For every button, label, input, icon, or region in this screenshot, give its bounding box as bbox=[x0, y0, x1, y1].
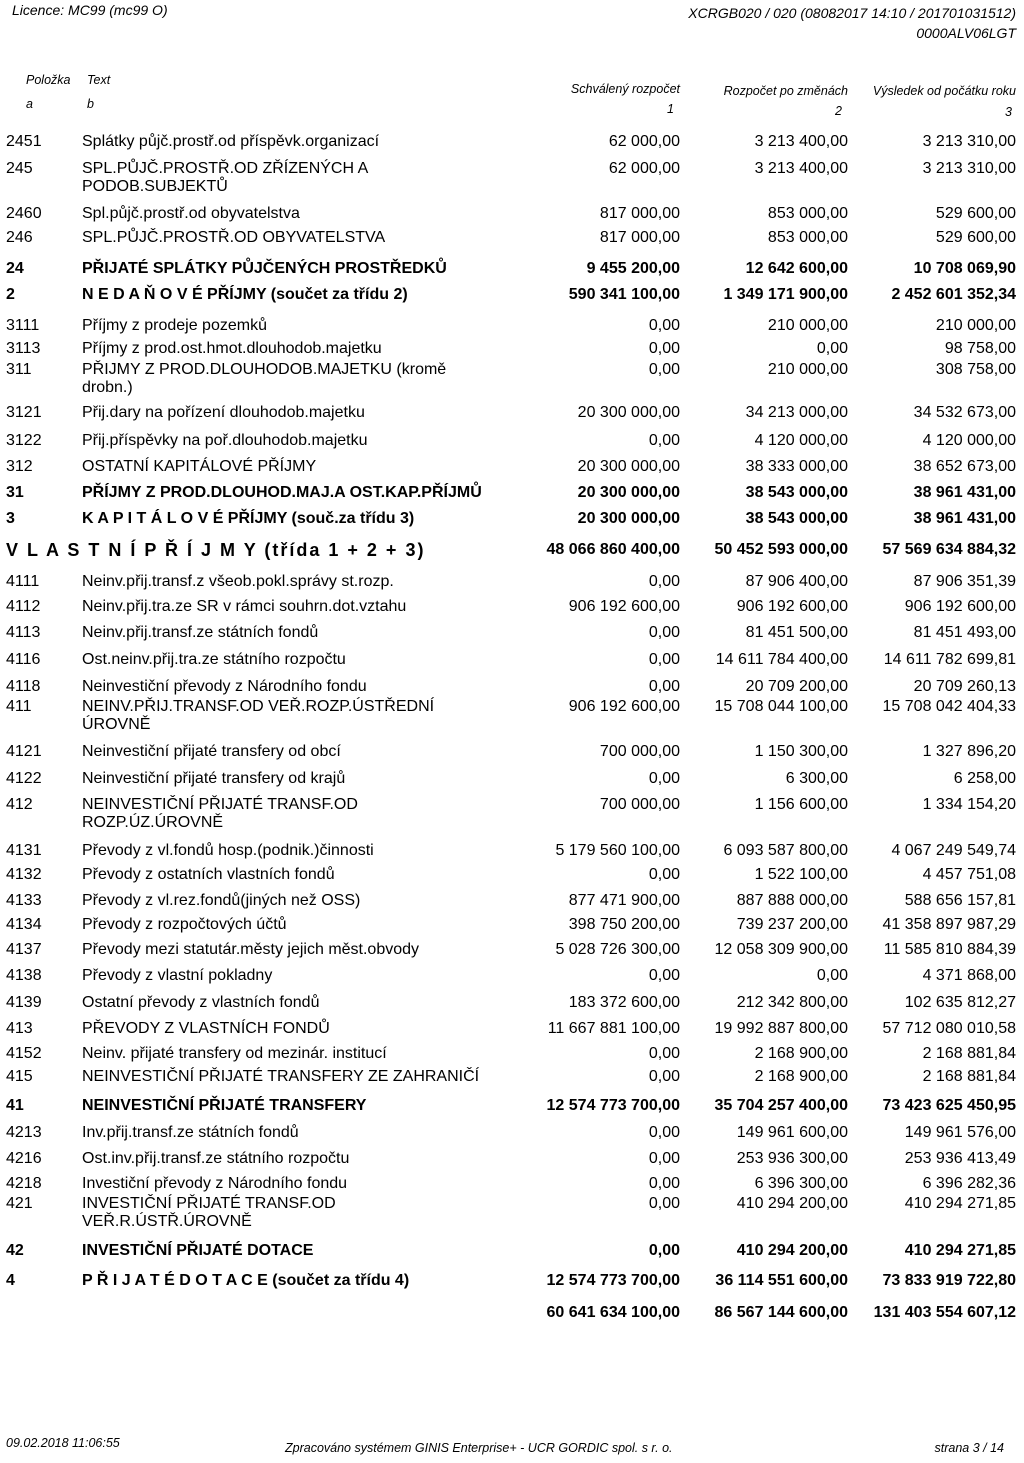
row-text: Převody z rozpočtových účtů bbox=[82, 916, 287, 933]
footer-system: Zpracováno systémem GINIS Enterprise+ - UCR GORDIC spol. s r. o. bbox=[285, 1441, 673, 1455]
row-code: 24 bbox=[6, 260, 24, 277]
row-code: 413 bbox=[6, 1020, 33, 1037]
row-code: 3122 bbox=[6, 432, 42, 449]
row-code: 3111 bbox=[6, 317, 40, 334]
col-header-text-sub: b bbox=[87, 97, 94, 111]
row-schvaleny: 906 192 600,00 bbox=[568, 698, 680, 715]
row-po-zmenach: 34 213 000,00 bbox=[745, 404, 848, 421]
col-header-polozka: Položka bbox=[26, 73, 71, 87]
row-schvaleny: 20 300 000,00 bbox=[577, 510, 680, 527]
row-code: V L A S T N Í P Ř Í J M Y (třída 1 + 2 + 3) bbox=[6, 540, 426, 560]
row-po-zmenach: 1 522 100,00 bbox=[754, 866, 848, 883]
row-code: 4132 bbox=[6, 866, 42, 883]
row-po-zmenach: 3 213 400,00 bbox=[754, 133, 848, 150]
row-schvaleny: 20 300 000,00 bbox=[577, 484, 680, 501]
row-text: INVESTIČNÍ PŘIJATÉ DOTACE bbox=[82, 1242, 314, 1259]
row-schvaleny: 906 192 600,00 bbox=[568, 598, 680, 615]
row-vysledek: 529 600,00 bbox=[935, 205, 1016, 222]
row-text: NEINVESTIČNÍ PŘIJATÉ TRANSFERY ZE ZAHRANIČÍ bbox=[82, 1068, 480, 1085]
col-header-vysledek-sub: 3 bbox=[1005, 105, 1012, 119]
row-text: Splátky půjč.prostř.od příspěvk.organizací bbox=[82, 133, 380, 150]
row-po-zmenach: 0,00 bbox=[816, 340, 848, 357]
row-po-zmenach: 12 642 600,00 bbox=[745, 260, 848, 277]
row-schvaleny: 5 028 726 300,00 bbox=[555, 941, 680, 958]
row-po-zmenach: 906 192 600,00 bbox=[736, 598, 848, 615]
row-po-zmenach: 50 452 593 000,00 bbox=[714, 541, 848, 558]
row-vysledek: 34 532 673,00 bbox=[913, 404, 1016, 421]
row-schvaleny: 20 300 000,00 bbox=[577, 404, 680, 421]
row-po-zmenach: 20 709 200,00 bbox=[745, 678, 848, 695]
row-po-zmenach: 81 451 500,00 bbox=[745, 624, 848, 641]
row-schvaleny: 0,00 bbox=[648, 1045, 680, 1062]
row-vysledek: 131 403 554 607,12 bbox=[873, 1304, 1016, 1321]
row-vysledek: 410 294 271,85 bbox=[904, 1242, 1016, 1259]
row-vysledek: 529 600,00 bbox=[935, 229, 1016, 246]
row-po-zmenach: 1 150 300,00 bbox=[754, 743, 848, 760]
row-schvaleny: 590 341 100,00 bbox=[568, 286, 680, 303]
row-vysledek: 14 611 782 699,81 bbox=[883, 651, 1016, 668]
row-po-zmenach: 887 888 000,00 bbox=[736, 892, 848, 909]
row-code: 4152 bbox=[6, 1045, 42, 1062]
row-code: 4113 bbox=[6, 624, 41, 641]
row-text: Převody z vl.fondů hosp.(podnik.)činnosti bbox=[82, 842, 374, 859]
row-text: SPL.PŮJČ.PROSTŘ.OD OBYVATELSTVA bbox=[82, 229, 386, 246]
row-schvaleny: 0,00 bbox=[648, 1150, 680, 1167]
row-vysledek: 38 961 431,00 bbox=[913, 510, 1016, 527]
row-po-zmenach: 1 349 171 900,00 bbox=[723, 286, 848, 303]
row-code: 415 bbox=[6, 1068, 33, 1085]
row-schvaleny: 9 455 200,00 bbox=[586, 260, 680, 277]
row-po-zmenach: 35 704 257 400,00 bbox=[714, 1097, 848, 1114]
row-vysledek: 2 168 881,84 bbox=[922, 1045, 1016, 1062]
row-po-zmenach: 86 567 144 600,00 bbox=[714, 1304, 848, 1321]
row-vysledek: 10 708 069,90 bbox=[913, 260, 1016, 277]
row-vysledek: 410 294 271,85 bbox=[904, 1195, 1016, 1212]
row-po-zmenach: 38 543 000,00 bbox=[745, 484, 848, 501]
row-schvaleny: 0,00 bbox=[648, 967, 680, 984]
row-vysledek: 906 192 600,00 bbox=[904, 598, 1016, 615]
row-code: 31 bbox=[6, 484, 24, 501]
row-code: 4 bbox=[6, 1272, 15, 1289]
row-text: Neinv.přij.tra.ze SR v rámci souhrn.dot.vztahu bbox=[82, 598, 407, 615]
row-vysledek: 20 709 260,13 bbox=[913, 678, 1016, 695]
row-vysledek: 2 168 881,84 bbox=[922, 1068, 1016, 1085]
report-id: XCRGB020 / 020 (08082017 14:10 / 201701031512) bbox=[688, 5, 1016, 21]
col-header-schvaleny-sub: 1 bbox=[667, 102, 674, 116]
row-po-zmenach: 6 093 587 800,00 bbox=[723, 842, 848, 859]
row-text: Neinvestiční přijaté transfery od obcí bbox=[82, 743, 341, 760]
row-vysledek: 73 423 625 450,95 bbox=[882, 1097, 1016, 1114]
col-header-po-zmenach-sub: 2 bbox=[835, 104, 842, 118]
row-vysledek: 6 258,00 bbox=[953, 770, 1016, 787]
row-text: Převody z vlastní pokladny bbox=[82, 967, 273, 984]
row-po-zmenach: 853 000,00 bbox=[767, 229, 848, 246]
row-po-zmenach: 739 237 200,00 bbox=[736, 916, 848, 933]
col-header-vysledek: Výsledek od počátku roku bbox=[872, 84, 1016, 98]
row-schvaleny: 0,00 bbox=[648, 1068, 680, 1085]
row-schvaleny: 0,00 bbox=[648, 1242, 680, 1259]
row-code: 4131 bbox=[6, 842, 42, 859]
row-text: Neinvestiční převody z Národního fondu bbox=[82, 678, 367, 695]
row-po-zmenach: 410 294 200,00 bbox=[736, 1242, 848, 1259]
row-schvaleny: 11 667 881 100,00 bbox=[547, 1020, 680, 1037]
row-code: 4216 bbox=[6, 1150, 42, 1167]
row-schvaleny: 0,00 bbox=[648, 432, 680, 449]
row-text: Inv.přij.transf.ze státních fondů bbox=[82, 1124, 299, 1141]
row-schvaleny: 0,00 bbox=[648, 624, 680, 641]
row-code: 3 bbox=[6, 510, 15, 527]
row-vysledek: 57 569 634 884,32 bbox=[882, 541, 1016, 558]
row-text: Příjmy z prod.ost.hmot.dlouhodob.majetku bbox=[82, 340, 382, 357]
row-schvaleny: 48 066 860 400,00 bbox=[546, 541, 680, 558]
col-header-po-zmenach: Rozpočet po změnách bbox=[723, 84, 848, 98]
row-schvaleny: 0,00 bbox=[648, 1175, 680, 1192]
row-vysledek: 38 961 431,00 bbox=[913, 484, 1016, 501]
row-code: 3121 bbox=[6, 404, 42, 421]
row-text: Investiční převody z Národního fondu bbox=[82, 1175, 348, 1192]
row-code: 4118 bbox=[6, 678, 41, 695]
footer-page: strana 3 / 14 bbox=[934, 1441, 1004, 1455]
row-code: 421 bbox=[6, 1195, 33, 1212]
row-text: NEINV.PŘIJ.TRANSF.OD VEŘ.ROZP.ÚSTŘEDNÍ ÚROVNĚ bbox=[82, 698, 435, 733]
row-code: 4122 bbox=[6, 770, 42, 787]
row-vysledek: 41 358 897 987,29 bbox=[882, 916, 1016, 933]
row-text: Spl.půjč.prostř.od obyvatelstva bbox=[82, 205, 300, 222]
row-vysledek: 1 327 896,20 bbox=[922, 743, 1016, 760]
row-schvaleny: 0,00 bbox=[648, 678, 680, 695]
row-vysledek: 2 452 601 352,34 bbox=[891, 286, 1016, 303]
row-code: 2460 bbox=[6, 205, 42, 222]
row-text: NEINVESTIČNÍ PŘIJATÉ TRANSF.OD ROZP.ÚZ.ÚROVNĚ bbox=[82, 796, 358, 831]
row-text: Převody mezi statutár.městy jejich měst.obvody bbox=[82, 941, 420, 958]
row-schvaleny: 700 000,00 bbox=[599, 743, 680, 760]
row-po-zmenach: 38 333 000,00 bbox=[745, 458, 848, 475]
row-vysledek: 210 000,00 bbox=[935, 317, 1016, 334]
row-vysledek: 102 635 812,27 bbox=[904, 994, 1016, 1011]
row-text: Neinvestiční přijaté transfery od krajů bbox=[82, 770, 346, 787]
row-text: Neinv. přijaté transfery od mezinár. institucí bbox=[82, 1045, 387, 1062]
row-po-zmenach: 210 000,00 bbox=[767, 317, 848, 334]
row-text: Neinv.přij.transf.z všeob.pokl.správy st.rozp. bbox=[82, 573, 394, 590]
row-po-zmenach: 3 213 400,00 bbox=[754, 160, 848, 177]
row-schvaleny: 877 471 900,00 bbox=[568, 892, 680, 909]
row-code: 42 bbox=[6, 1242, 24, 1259]
row-code: 4138 bbox=[6, 967, 42, 984]
row-code: 411 bbox=[6, 698, 32, 715]
row-vysledek: 4 457 751,08 bbox=[922, 866, 1016, 883]
row-schvaleny: 12 574 773 700,00 bbox=[546, 1097, 680, 1114]
row-schvaleny: 62 000,00 bbox=[608, 133, 680, 150]
row-vysledek: 87 906 351,39 bbox=[913, 573, 1016, 590]
licence-text: Licence: MC99 (mc99 O) bbox=[12, 2, 168, 18]
row-code: 4137 bbox=[6, 941, 42, 958]
row-code: 4139 bbox=[6, 994, 42, 1011]
row-text: NEINVESTIČNÍ PŘIJATÉ TRANSFERY bbox=[82, 1097, 367, 1114]
row-po-zmenach: 149 961 600,00 bbox=[736, 1124, 848, 1141]
row-text: PŘÍJMY Z PROD.DLOUHOD.MAJ.A OST.KAP.PŘÍJMŮ bbox=[82, 484, 482, 501]
row-schvaleny: 817 000,00 bbox=[599, 229, 680, 246]
row-vysledek: 3 213 310,00 bbox=[922, 160, 1016, 177]
row-text: PŘIJATÉ SPLÁTKY PŮJČENÝCH PROSTŘEDKŮ bbox=[82, 260, 447, 277]
row-po-zmenach: 15 708 044 100,00 bbox=[714, 698, 848, 715]
row-vysledek: 308 758,00 bbox=[935, 361, 1016, 378]
row-code: 2 bbox=[6, 286, 15, 303]
col-header-text: Text bbox=[87, 73, 111, 87]
row-schvaleny: 0,00 bbox=[648, 361, 680, 378]
row-code: 4111 bbox=[6, 573, 40, 590]
row-po-zmenach: 6 300,00 bbox=[785, 770, 848, 787]
row-vysledek: 4 371 868,00 bbox=[922, 967, 1016, 984]
row-vysledek: 6 396 282,36 bbox=[922, 1175, 1016, 1192]
row-text: PŘEVODY Z VLASTNÍCH FONDŮ bbox=[82, 1020, 330, 1037]
row-po-zmenach: 87 906 400,00 bbox=[745, 573, 848, 590]
row-code: 4213 bbox=[6, 1124, 42, 1141]
row-po-zmenach: 410 294 200,00 bbox=[736, 1195, 848, 1212]
row-vysledek: 588 656 157,81 bbox=[904, 892, 1016, 909]
row-po-zmenach: 2 168 900,00 bbox=[754, 1045, 848, 1062]
row-code: 2451 bbox=[6, 133, 42, 150]
row-po-zmenach: 12 058 309 900,00 bbox=[714, 941, 848, 958]
row-code: 412 bbox=[6, 796, 33, 813]
row-vysledek: 4 067 249 549,74 bbox=[891, 842, 1016, 859]
row-text: K A P I T Á L O V É PŘÍJMY (souč.za třídu 3) bbox=[82, 510, 415, 527]
row-po-zmenach: 6 396 300,00 bbox=[754, 1175, 848, 1192]
row-vysledek: 1 334 154,20 bbox=[922, 796, 1016, 813]
row-code: 246 bbox=[6, 229, 33, 246]
row-vysledek: 81 451 493,00 bbox=[913, 624, 1016, 641]
row-po-zmenach: 1 156 600,00 bbox=[754, 796, 848, 813]
row-po-zmenach: 19 992 887 800,00 bbox=[714, 1020, 848, 1037]
row-schvaleny: 817 000,00 bbox=[599, 205, 680, 222]
row-code: 4112 bbox=[6, 598, 41, 615]
col-header-schvaleny: Schválený rozpočet bbox=[570, 82, 680, 96]
row-po-zmenach: 38 543 000,00 bbox=[745, 510, 848, 527]
row-schvaleny: 0,00 bbox=[648, 317, 680, 334]
footer-datetime: 09.02.2018 11:06:55 bbox=[6, 1436, 120, 1450]
row-text: Přij.příspěvky na poř.dlouhodob.majetku bbox=[82, 432, 368, 449]
row-code: 4134 bbox=[6, 916, 42, 933]
row-vysledek: 253 936 413,49 bbox=[904, 1150, 1016, 1167]
row-po-zmenach: 212 342 800,00 bbox=[736, 994, 848, 1011]
col-header-polozka-sub: a bbox=[26, 97, 33, 111]
row-vysledek: 15 708 042 404,33 bbox=[882, 698, 1016, 715]
report-code: 0000ALV06LGT bbox=[916, 25, 1016, 41]
row-code: 245 bbox=[6, 160, 33, 177]
row-text: INVESTIČNÍ PŘIJATÉ TRANSF.OD VEŘ.R.ÚSTŘ.ÚROVNĚ bbox=[82, 1195, 336, 1230]
row-schvaleny: 12 574 773 700,00 bbox=[546, 1272, 680, 1289]
row-text: P Ř I J A T É D O T A C E (součet za třídu 4) bbox=[82, 1272, 410, 1289]
row-schvaleny: 0,00 bbox=[648, 1195, 680, 1212]
row-vysledek: 3 213 310,00 bbox=[922, 133, 1016, 150]
row-code: 311 bbox=[6, 361, 32, 378]
row-po-zmenach: 210 000,00 bbox=[767, 361, 848, 378]
row-text: Přij.dary na pořízení dlouhodob.majetku bbox=[82, 404, 365, 421]
row-schvaleny: 5 179 560 100,00 bbox=[555, 842, 680, 859]
row-code: 3113 bbox=[6, 340, 41, 357]
row-text: PŘIJMY Z PROD.DLOUHODOB.MAJETKU (kromě drobn.) bbox=[82, 361, 447, 396]
row-schvaleny: 62 000,00 bbox=[608, 160, 680, 177]
row-po-zmenach: 14 611 784 400,00 bbox=[715, 651, 848, 668]
row-schvaleny: 0,00 bbox=[648, 651, 680, 668]
row-vysledek: 11 585 810 884,39 bbox=[883, 941, 1016, 958]
row-text: OSTATNÍ KAPITÁLOVÉ PŘÍJMY bbox=[82, 458, 317, 475]
row-po-zmenach: 0,00 bbox=[816, 967, 848, 984]
row-code: 312 bbox=[6, 458, 33, 475]
row-text: Převody z ostatních vlastních fondů bbox=[82, 866, 335, 883]
row-code: 41 bbox=[6, 1097, 24, 1114]
row-code: 4133 bbox=[6, 892, 42, 909]
row-vysledek: 149 961 576,00 bbox=[904, 1124, 1016, 1141]
row-schvaleny: 60 641 634 100,00 bbox=[546, 1304, 680, 1321]
row-code: 4121 bbox=[6, 743, 42, 760]
row-text: N E D A Ň O V É PŘÍJMY (součet za třídu 2) bbox=[82, 286, 408, 303]
row-vysledek: 57 712 080 010,58 bbox=[882, 1020, 1016, 1037]
row-vysledek: 4 120 000,00 bbox=[922, 432, 1016, 449]
row-schvaleny: 398 750 200,00 bbox=[568, 916, 680, 933]
row-schvaleny: 20 300 000,00 bbox=[577, 458, 680, 475]
row-vysledek: 38 652 673,00 bbox=[913, 458, 1016, 475]
row-vysledek: 98 758,00 bbox=[944, 340, 1016, 357]
row-vysledek: 73 833 919 722,80 bbox=[882, 1272, 1016, 1289]
row-text: Příjmy z prodeje pozemků bbox=[82, 317, 267, 334]
row-schvaleny: 0,00 bbox=[648, 1124, 680, 1141]
row-schvaleny: 700 000,00 bbox=[599, 796, 680, 813]
row-code: 4218 bbox=[6, 1175, 42, 1192]
row-po-zmenach: 36 114 551 600,00 bbox=[715, 1272, 848, 1289]
row-schvaleny: 0,00 bbox=[648, 866, 680, 883]
row-schvaleny: 0,00 bbox=[648, 573, 680, 590]
row-text: Ostatní převody z vlastních fondů bbox=[82, 994, 320, 1011]
row-schvaleny: 0,00 bbox=[648, 770, 680, 787]
row-text: Ost.neinv.přij.tra.ze státního rozpočtu bbox=[82, 651, 346, 668]
row-schvaleny: 0,00 bbox=[648, 340, 680, 357]
row-schvaleny: 183 372 600,00 bbox=[568, 994, 680, 1011]
row-text: SPL.PŮJČ.PROSTŘ.OD ZŘÍZENÝCH A PODOB.SUBJEKTŮ bbox=[82, 160, 368, 195]
row-text: Převody z vl.rez.fondů(jiných než OSS) bbox=[82, 892, 361, 909]
row-text: Ost.inv.přij.transf.ze státního rozpočtu bbox=[82, 1150, 350, 1167]
row-po-zmenach: 2 168 900,00 bbox=[754, 1068, 848, 1085]
row-text: Neinv.přij.transf.ze státních fondů bbox=[82, 624, 319, 641]
row-po-zmenach: 4 120 000,00 bbox=[754, 432, 848, 449]
row-code: 4116 bbox=[6, 651, 41, 668]
row-po-zmenach: 253 936 300,00 bbox=[736, 1150, 848, 1167]
row-po-zmenach: 853 000,00 bbox=[767, 205, 848, 222]
